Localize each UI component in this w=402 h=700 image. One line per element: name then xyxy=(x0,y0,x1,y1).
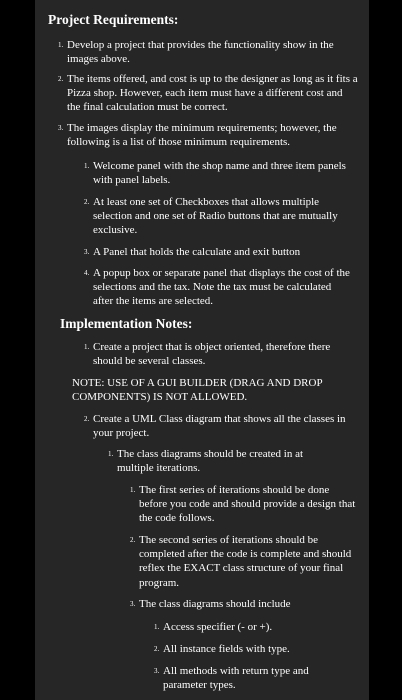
list-item xyxy=(154,620,354,634)
list-text: All instance fields with type. xyxy=(163,643,290,655)
list-item xyxy=(130,597,358,611)
list-text: The class diagrams should include xyxy=(139,598,291,610)
warning-note: NOTE: USE OF A GUI BUILDER (DRAG AND DROP COMPONENTS) IS NOT ALLOWED. xyxy=(72,377,323,404)
section-title: Implementation Notes: xyxy=(60,316,193,331)
list-text: The images display the minimum requirements; however, the following is a list of those minimum requirements. xyxy=(67,122,337,149)
list-number: 2. xyxy=(84,415,90,423)
list-number: 1. xyxy=(58,41,64,49)
list-item xyxy=(58,72,358,115)
list-text: All methods with return type and parameter types. xyxy=(163,665,309,692)
list-item xyxy=(84,159,350,187)
list-item xyxy=(154,664,354,692)
list-number: 3. xyxy=(130,600,136,608)
list-number: 3. xyxy=(154,667,160,675)
list-text: The first series of iterations should be done before you code and should provide a design that the code follows. xyxy=(139,484,356,525)
list-text: A popup box or separate panel that displays the cost of the selections and the tax. Note the tax must be calculated after the items are selected. xyxy=(93,267,350,308)
list-item xyxy=(130,533,358,590)
list-number: 2. xyxy=(58,75,64,83)
list-item xyxy=(84,412,350,440)
list-number: 4. xyxy=(84,269,90,277)
list-item xyxy=(84,266,350,309)
list-number: 2. xyxy=(154,645,160,653)
list-item xyxy=(108,447,338,475)
list-number: 1. xyxy=(154,623,160,631)
list-number: 3. xyxy=(58,124,64,132)
list-item xyxy=(58,121,358,149)
list-text: Create a project that is object oriented, therefore there should be several classes. xyxy=(93,341,331,368)
list-item xyxy=(154,642,354,656)
list-text: At least one set of Checkboxes that allows multiple selection and one set of Radio buttons that are mutually exclusive. xyxy=(93,196,338,237)
list-item xyxy=(84,195,350,238)
list-text: Create a UML Class diagram that shows all the classes in your project. xyxy=(93,413,346,440)
list-item xyxy=(84,340,350,368)
page-title: Project Requirements: xyxy=(48,12,179,27)
list-item xyxy=(84,245,350,259)
list-text: The second series of iterations should be completed after the code is complete and should reflex the EXACT class structure of your final program. xyxy=(139,534,352,589)
list-number: 2. xyxy=(84,198,90,206)
list-text: The class diagrams should be created in at multiple iterations. xyxy=(117,448,304,475)
list-text: Access specifier (- or +). xyxy=(163,621,273,633)
list-text: A Panel that holds the calculate and exit button xyxy=(93,246,301,258)
list-number: 1. xyxy=(108,450,114,458)
list-number: 1. xyxy=(84,343,90,351)
list-text: Welcome panel with the shop name and three item panels with panel labels. xyxy=(93,160,346,187)
list-number: 1. xyxy=(130,486,136,494)
list-item xyxy=(58,38,358,66)
list-number: 1. xyxy=(84,162,90,170)
list-number: 3. xyxy=(84,248,90,256)
list-item xyxy=(130,483,358,526)
list-number: 2. xyxy=(130,536,136,544)
list-text: Develop a project that provides the functionality show in the images above. xyxy=(67,39,334,66)
list-text: The items offered, and cost is up to the designer as long as it fits a Pizza shop. However, each item must have a different cost and the final calculation must be correct. xyxy=(67,73,358,114)
